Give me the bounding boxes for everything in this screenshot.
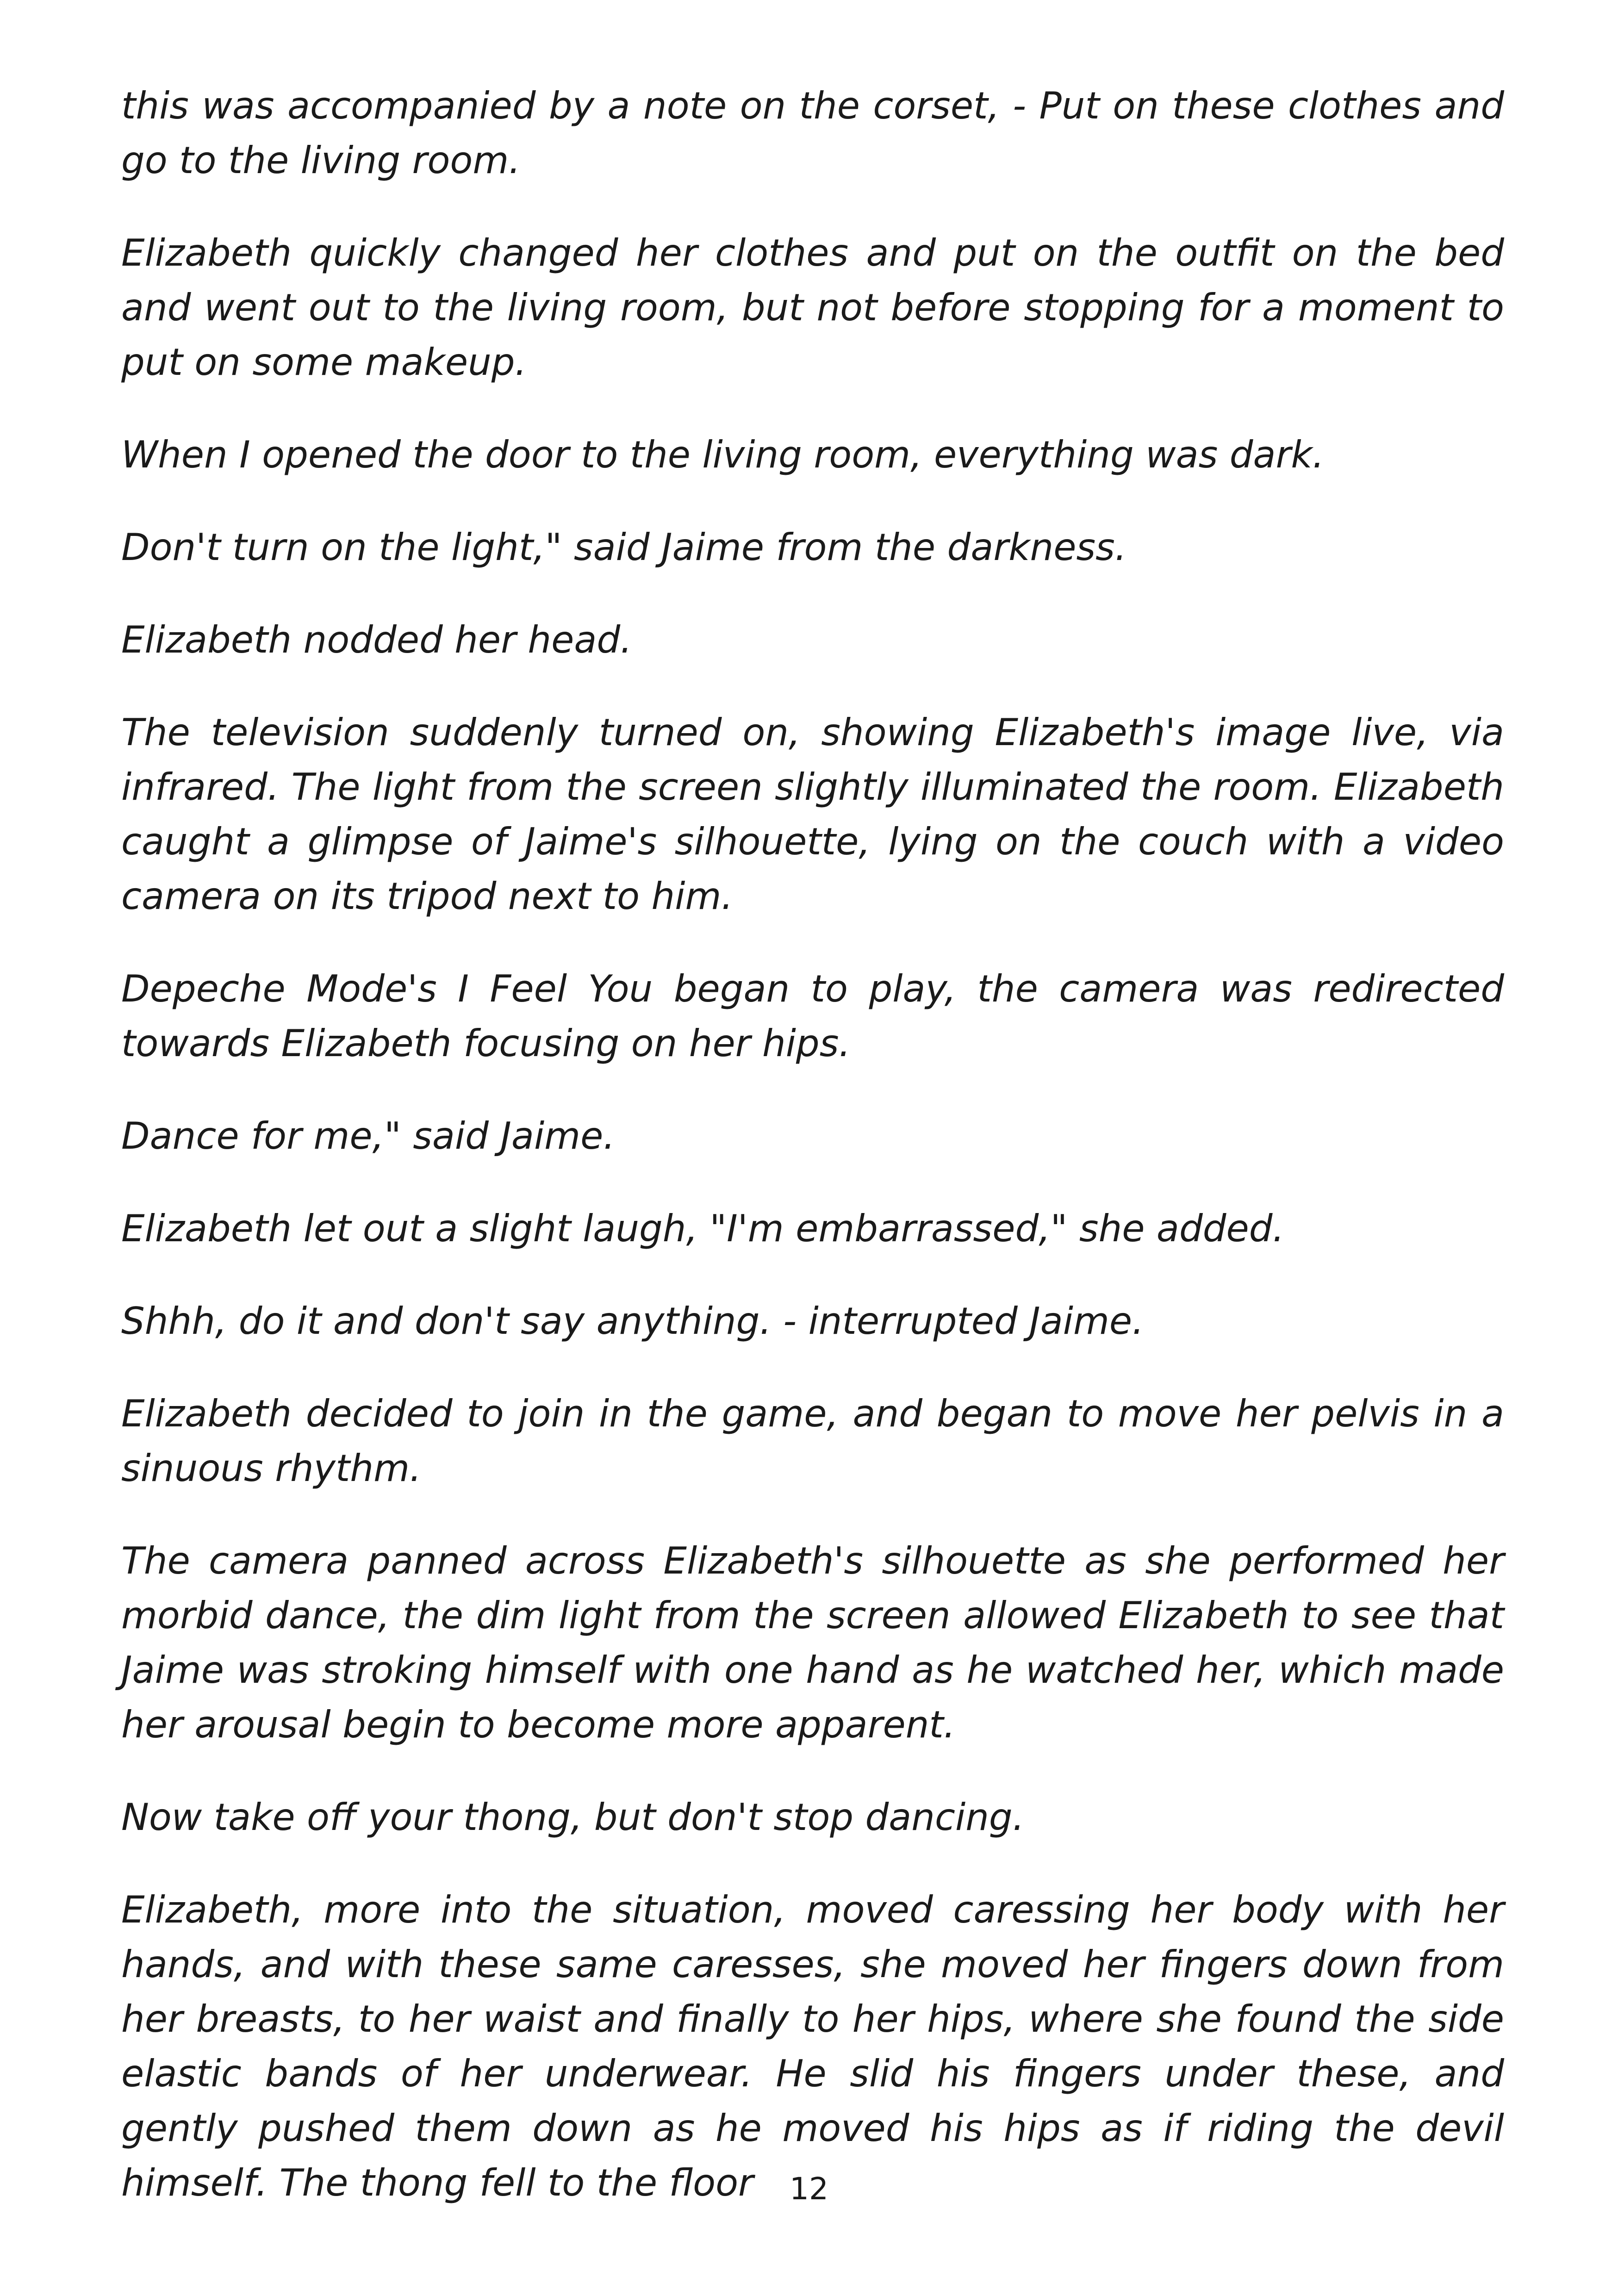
- paragraph: Don't turn on the light," said Jaime from the darkness.: [121, 526, 1127, 569]
- page-number: 12: [790, 2171, 828, 2207]
- paragraph: Dance for me," said Jaime.: [121, 1114, 615, 1157]
- paragraph: Elizabeth quickly changed her clothes and put on the outfit on the bed and went out to the living room, but not before stopping for a moment to put on some makeup.: [121, 231, 1504, 384]
- paragraph: Elizabeth, more into the situation, moved caressing her body with her hands, and with these same caresses, she moved her fingers down from her breasts, to her waist and finally to her hips, where she found the side elastic bands of her underwear. He slid his fingers under these, and gently pushed them down as he moved his hips as if riding the devil himself. The thong fell to the floor: [121, 1888, 1504, 2204]
- paragraph: Elizabeth let out a slight laugh, "I'm embarrassed," she added.: [121, 1207, 1284, 1250]
- paragraph: The camera panned across Elizabeth's silhouette as she performed her morbid dance, the dim light from the screen allowed Elizabeth to see that Jaime was stroking himself with one hand as he watched her, which made her arousal begin to become more apparent.: [121, 1539, 1504, 1746]
- paragraph: Elizabeth nodded her head.: [121, 618, 632, 661]
- paragraph: Shhh, do it and don't say anything. - interrupted Jaime.: [121, 1300, 1144, 1343]
- text-body: [121, 79, 1504, 2210]
- paragraph: this was accompanied by a note on the corset, - Put on these clothes and go to the living room.: [121, 84, 1504, 182]
- paragraph: The television suddenly turned on, showing Elizabeth's image live, via infrared. The light from the screen slightly illuminated the room. Elizabeth caught a glimpse of Jaime's silhouette, lying on the couch with a video camera on its tripod next to him.: [121, 711, 1504, 918]
- paragraph: Elizabeth decided to join in the game, and began to move her pelvis in a sinuous rhythm.: [121, 1392, 1504, 1490]
- paragraph: When I opened the door to the living room, everything was dark.: [121, 433, 1325, 476]
- paragraph: Now take off your thong, but don't stop dancing.: [121, 1796, 1025, 1839]
- paragraph: Depeche Mode's I Feel You began to play, the camera was redirected towards Elizabeth focusing on her hips.: [121, 967, 1504, 1065]
